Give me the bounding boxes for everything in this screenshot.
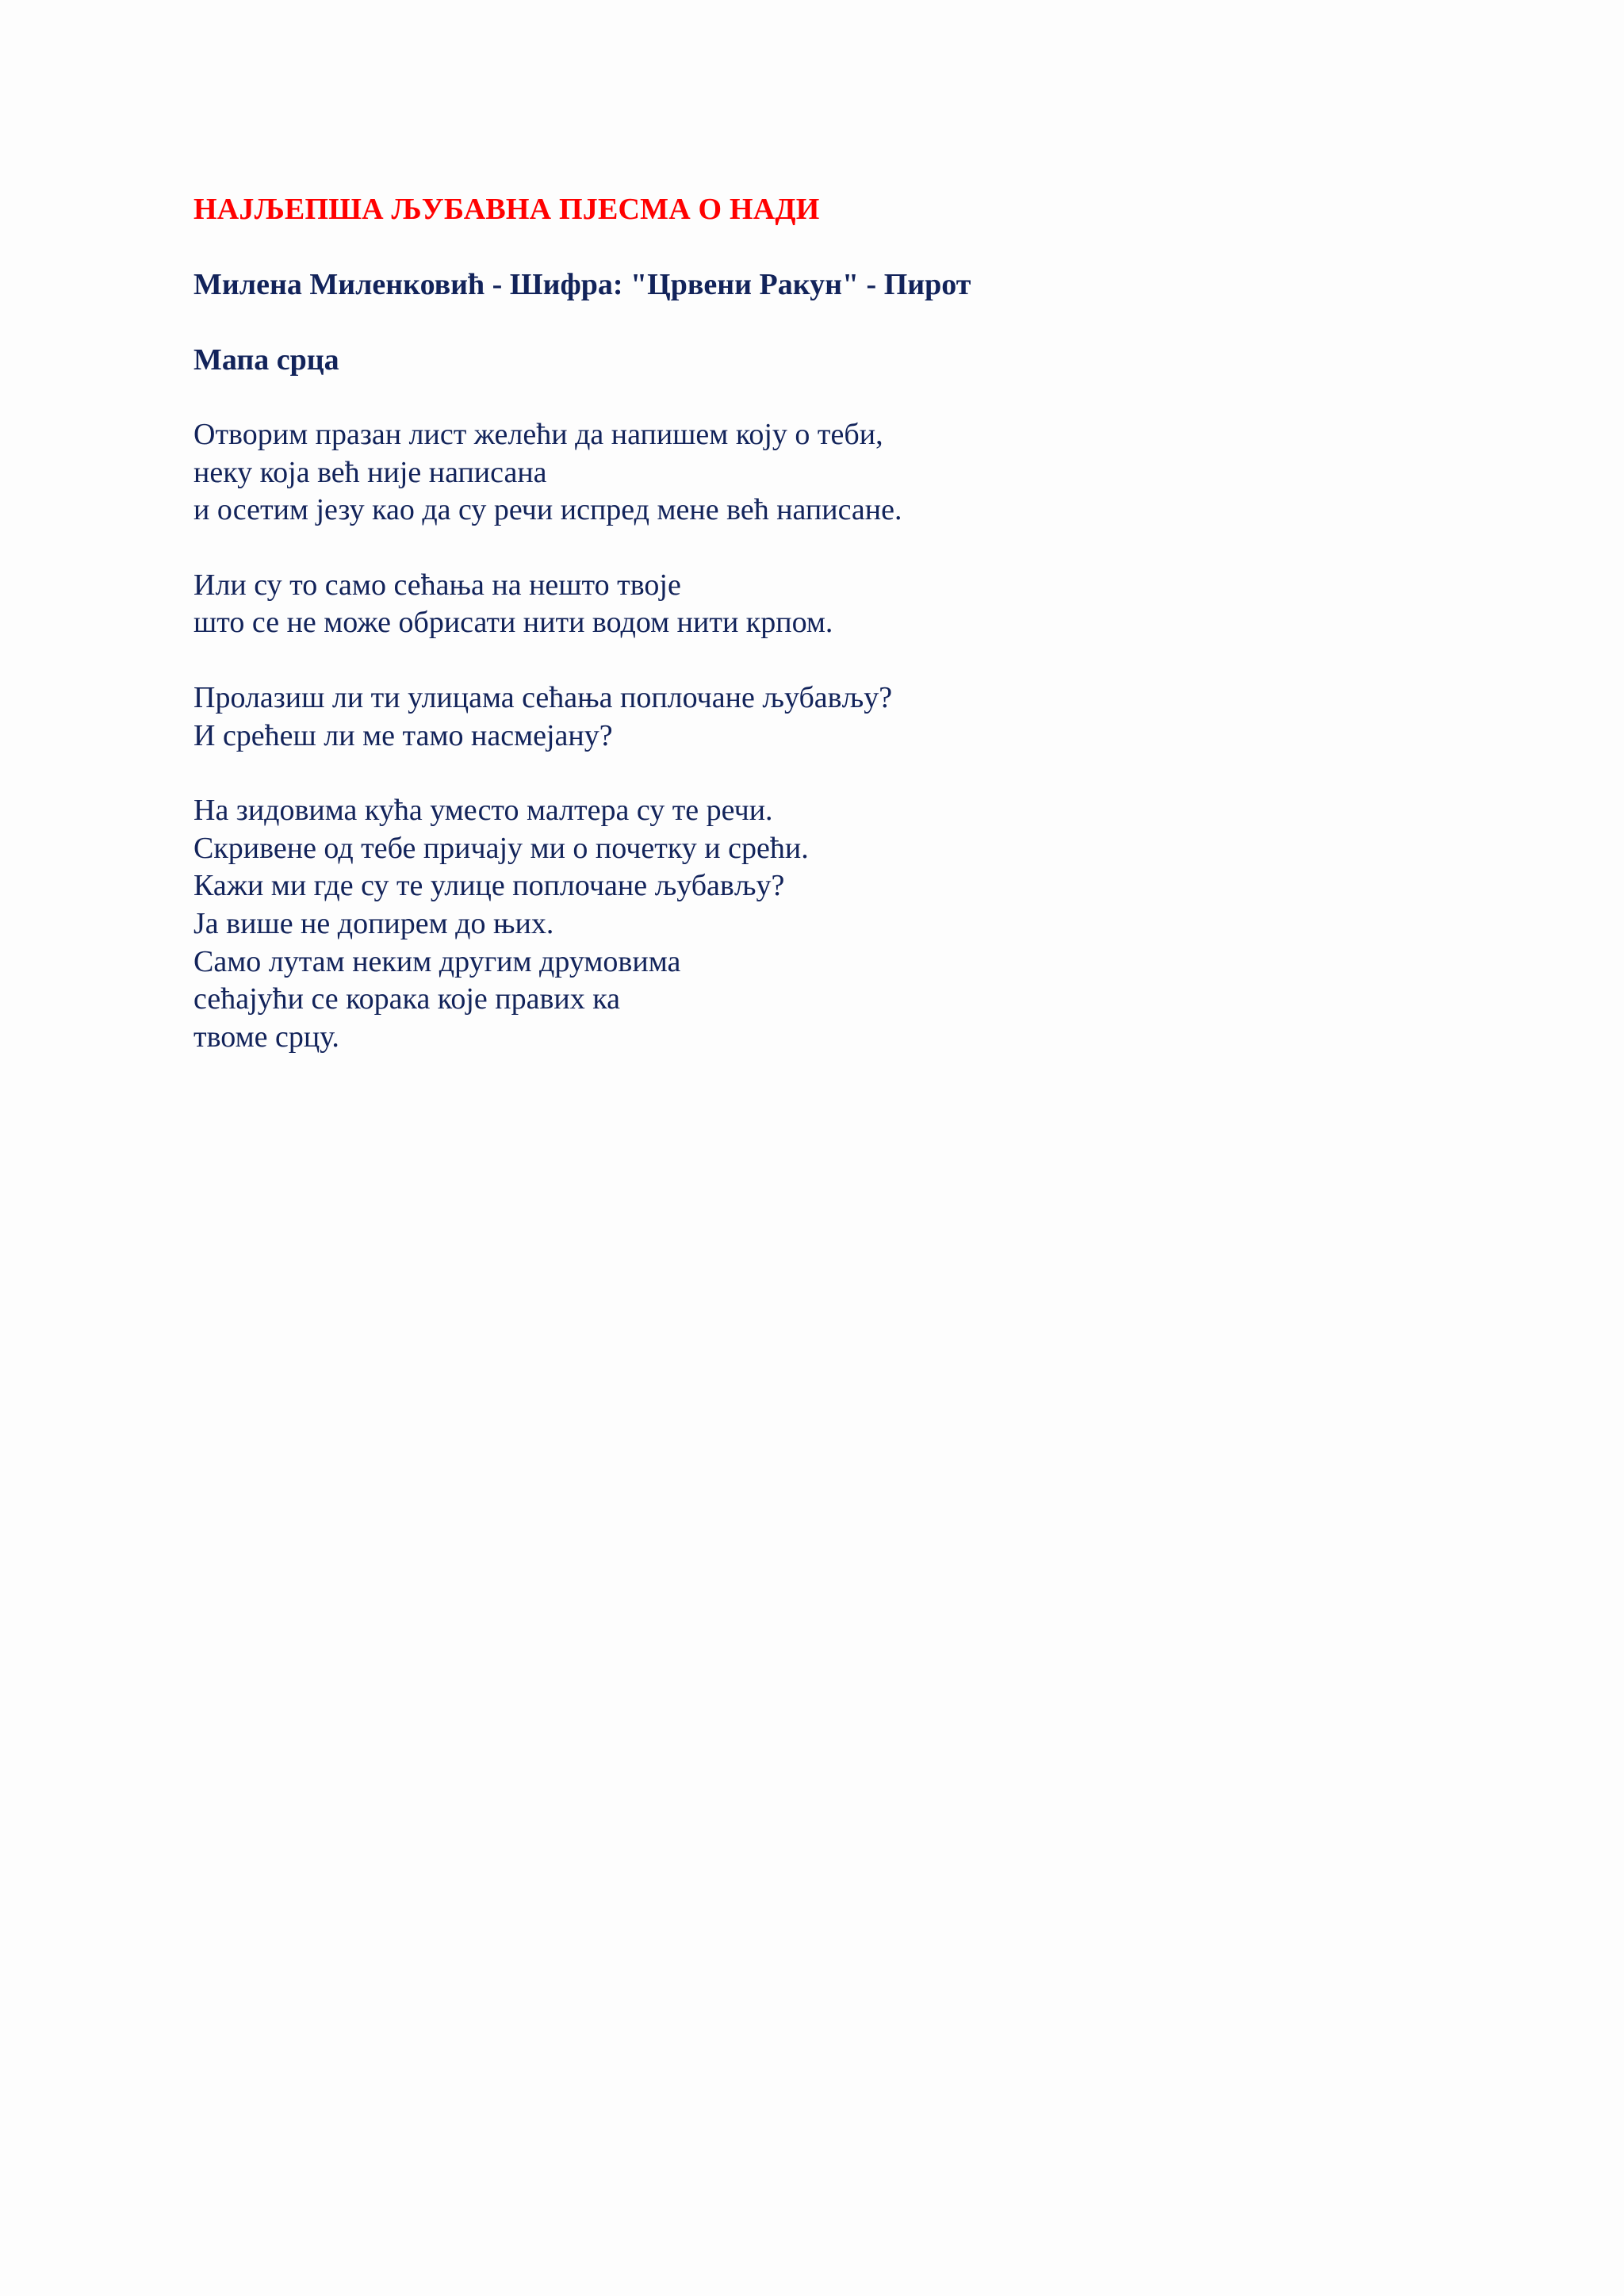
poem-line: Пролазиш ли ти улицама сећања поплочане љубављу? (193, 680, 893, 714)
poem-line: твоме срцу. (193, 1020, 339, 1054)
poem-line: Ја више не допирем до њих. (193, 906, 554, 940)
poem-line: сећајући се корака које правих ка (193, 982, 620, 1016)
poem-line: На зидовима кућа уместо малтера су те речи. (193, 794, 773, 828)
stanza-4 (193, 792, 1431, 1056)
poem-line: неку која већ није написана (193, 455, 547, 489)
poem-line: И срећеш ли ме тамо насмејану? (193, 718, 613, 752)
poem-line: Отворим празан лист желећи да напишем коју о теби, (193, 418, 883, 451)
poem-line: Кажи ми где су те улице поплочане љубављу? (193, 869, 785, 903)
poem-line: Или су то само сећања на нешто твоје (193, 568, 681, 602)
poem-line: и осетим језу као да су речи испред мене већ написане. (193, 493, 902, 527)
stanza-2 (193, 567, 1431, 642)
poem-title: Мапа срца (193, 343, 339, 377)
poem-line: Само лутам неким другим друмовима (193, 944, 681, 978)
stanza-3 (193, 679, 1431, 755)
author-line: Милена Миленковић - Шифра: "Црвени Ракун" - Пирот (193, 268, 971, 301)
document-content (193, 190, 1431, 1056)
document-title: НАЈЉЕПША ЉУБАВНА ПЈЕСМА О НАДИ (193, 193, 820, 226)
poem-line: Скривене од тебе причају ми о почетку и срећи. (193, 831, 809, 865)
poem-line: што се не може обрисати нити водом нити крпом. (193, 606, 833, 640)
stanza-1 (193, 416, 1431, 530)
